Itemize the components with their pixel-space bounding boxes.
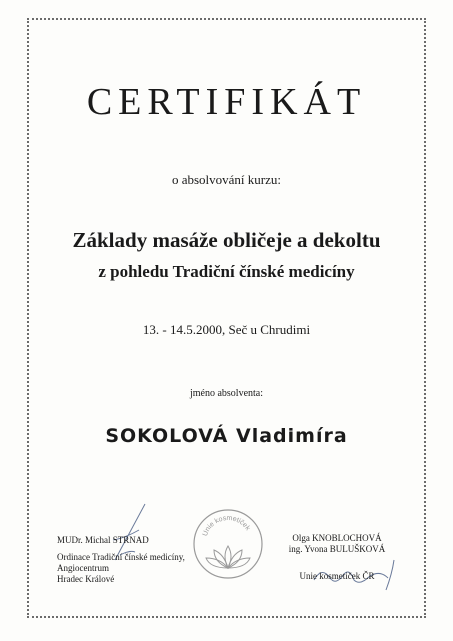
course-title-line2: z pohledu Tradiční čínské medicíny	[98, 262, 355, 281]
right-signatory-org: Unie kosmetiček ČR	[299, 571, 375, 581]
course-date-place: 13. - 14.5.2000, Seč u Chrudimi	[142, 322, 311, 337]
certificate-subtitle: o absolvování kurzu:	[171, 172, 282, 187]
seal-stamp-icon	[192, 508, 264, 580]
graduate-name: SOKOLOVÁ Vladimíra	[105, 425, 348, 447]
left-signatory-org-line1: Ordinace Tradiční čínské medicíny,	[57, 552, 185, 562]
course-title-line1: Základy masáže obličeje a dekoltu	[72, 228, 381, 252]
right-signatory-name2: ing. Yvona BULUŠKOVÁ	[288, 544, 386, 554]
certificate-title: CERTIFIKÁT	[86, 81, 367, 123]
graduate-name-label: jméno absolventa:	[189, 388, 264, 399]
right-signatory-name1: Olga KNOBLOCHOVÁ	[292, 533, 382, 543]
right-signatory	[282, 533, 392, 582]
left-signatory-org-line2: Angiocentrum	[57, 563, 109, 573]
left-signatory-name: MUDr. Michal STRNAD	[57, 535, 149, 545]
svg-text:Unie kosmetiček: Unie kosmetiček	[201, 514, 252, 538]
left-signatory	[57, 535, 185, 585]
left-signatory-org-line3: Hradec Králové	[57, 574, 115, 584]
